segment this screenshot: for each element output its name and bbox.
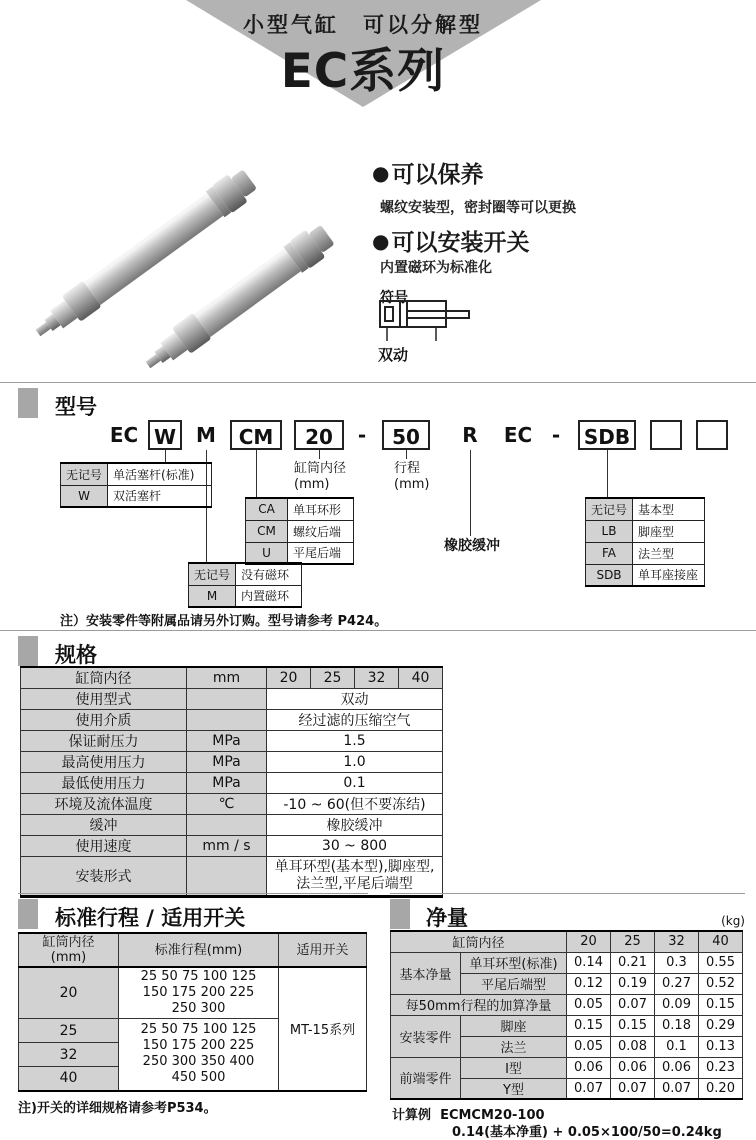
section-divider <box>18 893 368 894</box>
cylinder-tube <box>84 193 223 305</box>
stroke-row-25: 25 25 50 75 100 125 150 175 200 225 250 300 350 400 450 500 <box>19 1019 367 1043</box>
code-rear-type-box: CM <box>230 420 282 450</box>
weight-row: 法兰 0.05 0.08 0.1 0.13 <box>391 1036 743 1057</box>
calc-example-line1: 计算例 ECMCM20-100 <box>392 1108 545 1123</box>
calc-example-line2: 0.14(基本净重) + 0.05×100/50=0.24kg <box>452 1125 722 1140</box>
code-magnet-option: M <box>196 423 216 447</box>
switch-cell: MT-15系列 <box>279 967 367 1091</box>
symbol-label: 符号 <box>380 290 408 306</box>
code-dash: - <box>551 423 561 447</box>
code-empty-box-2 <box>696 420 728 450</box>
code-rod-option-box: W <box>148 420 182 450</box>
section-marker <box>18 388 38 418</box>
spec-row: 安装形式 单耳环型(基本型),脚座型,法兰型,平尾后端型 <box>21 857 443 897</box>
spec-header-row: 缸筒内径 mm 20 25 32 40 <box>21 667 443 689</box>
page-title: EC系列 <box>280 44 446 99</box>
stroke-callout-label: 行程 (mm) <box>394 461 430 492</box>
code-prefix: EC <box>109 423 139 447</box>
section-divider <box>0 382 756 383</box>
code-dash: - <box>357 423 367 447</box>
spec-row: 环境及流体温度 ℃ -10 ~ 60(但不要冻结) <box>21 794 443 815</box>
weight-table <box>390 930 743 1100</box>
weight-row: Y型 0.07 0.07 0.07 0.20 <box>391 1078 743 1099</box>
weight-row: 基本净量 单耳环型(标准) 0.14 0.21 0.3 0.55 <box>391 952 743 973</box>
section-divider <box>0 630 756 631</box>
stroke-row-40: 40 <box>19 1067 367 1091</box>
spec-row: 使用速度 mm / s 30 ~ 800 <box>21 836 443 857</box>
code-mount-box: SDB <box>578 420 636 450</box>
page-subtitle: 小型气缸 可以分解型 <box>243 13 483 37</box>
rod-option-table: 无记号 单活塞杆(标准) W 双活塞杆 <box>60 462 212 508</box>
mount-type-table: 无记号 基本型 LB 脚座型 FA 法兰型 SDB 单耳座接座 <box>585 497 705 587</box>
connector-line <box>607 450 608 497</box>
bullet-icon: ● <box>372 229 390 253</box>
spec-table <box>20 666 443 898</box>
stroke-header-row: 缸筒内径 (mm) 标准行程(mm) 适用开关 <box>19 933 367 967</box>
magnet-option-table: 无记号 没有磁环 M 内置磁环 <box>188 562 302 608</box>
section-marker <box>18 636 38 666</box>
stroke-table <box>18 932 367 1092</box>
kg-unit-label: (kg) <box>721 914 745 928</box>
section-marker <box>18 899 38 929</box>
connector-line <box>470 450 471 536</box>
spec-row: 最低使用压力 MPa 0.1 <box>21 773 443 794</box>
spec-row: 使用型式 双动 <box>21 689 443 710</box>
rear-type-table: CA 单耳环形 CM 螺纹后端 U 平尾后端 <box>245 497 354 565</box>
feature-2-title: ●可以安装开关 <box>372 229 530 256</box>
code-empty-box-1 <box>650 420 682 450</box>
model-note: 注）安装零件等附属品请另外订购。型号请参考 P424。 <box>60 614 388 629</box>
code-cushion-option: R <box>462 423 478 447</box>
feature-1-title: ●可以保养 <box>372 161 484 188</box>
feature-1-desc: 螺纹安装型，密封圈等可以更换 <box>380 200 576 216</box>
section-divider <box>390 893 745 894</box>
section-marker <box>390 899 410 929</box>
stroke-row-20: 20 25 50 75 100 125 150 175 200 225 250 300 MT-15系列 <box>19 967 367 1019</box>
weight-header-row: 缸筒内径 20 25 32 40 <box>391 931 743 952</box>
cushion-callout-label: 橡胶缓冲 <box>444 538 500 554</box>
bore-callout-label: 缸筒内径 (mm) <box>294 461 347 492</box>
cylinder-tube <box>194 248 301 336</box>
spec-row: 最高使用压力 MPa 1.0 <box>21 752 443 773</box>
double-acting-cylinder-symbol <box>379 300 475 342</box>
weight-row: 前端零件 I型 0.06 0.06 0.06 0.23 <box>391 1057 743 1078</box>
bullet-icon: ● <box>372 161 390 185</box>
connector-line <box>256 450 257 497</box>
weight-row: 安装零件 脚座 0.15 0.15 0.18 0.29 <box>391 1015 743 1036</box>
stroke-section-title: 标准行程 / 适用开关 <box>55 906 246 930</box>
feature-2-desc: 内置磁环为标准化 <box>380 260 492 276</box>
weight-section-title: 净量 <box>426 906 468 930</box>
connector-line <box>319 450 320 459</box>
spec-row: 使用介质 经过滤的压缩空气 <box>21 710 443 731</box>
code-mount-prefix: EC <box>503 423 533 447</box>
weight-row: 平尾后端型 0.12 0.19 0.27 0.52 <box>391 973 743 994</box>
spec-row: 缓冲 橡胶缓冲 <box>21 815 443 836</box>
stroke-note: 注)开关的详细规格请参考P534。 <box>18 1101 217 1116</box>
connector-line <box>406 450 407 459</box>
code-bore-box: 20 <box>294 420 344 450</box>
symbol-caption: 双动 <box>378 346 409 364</box>
connector-line <box>165 450 166 462</box>
stroke-row-32: 32 <box>19 1043 367 1067</box>
model-section-title: 型号 <box>55 395 97 419</box>
spec-section-title: 规格 <box>55 643 97 667</box>
spec-row: 保证耐压力 MPa 1.5 <box>21 731 443 752</box>
code-stroke-box: 50 <box>382 420 430 450</box>
weight-row: 每50mm行程的加算净量 0.05 0.07 0.09 0.15 <box>391 994 743 1015</box>
